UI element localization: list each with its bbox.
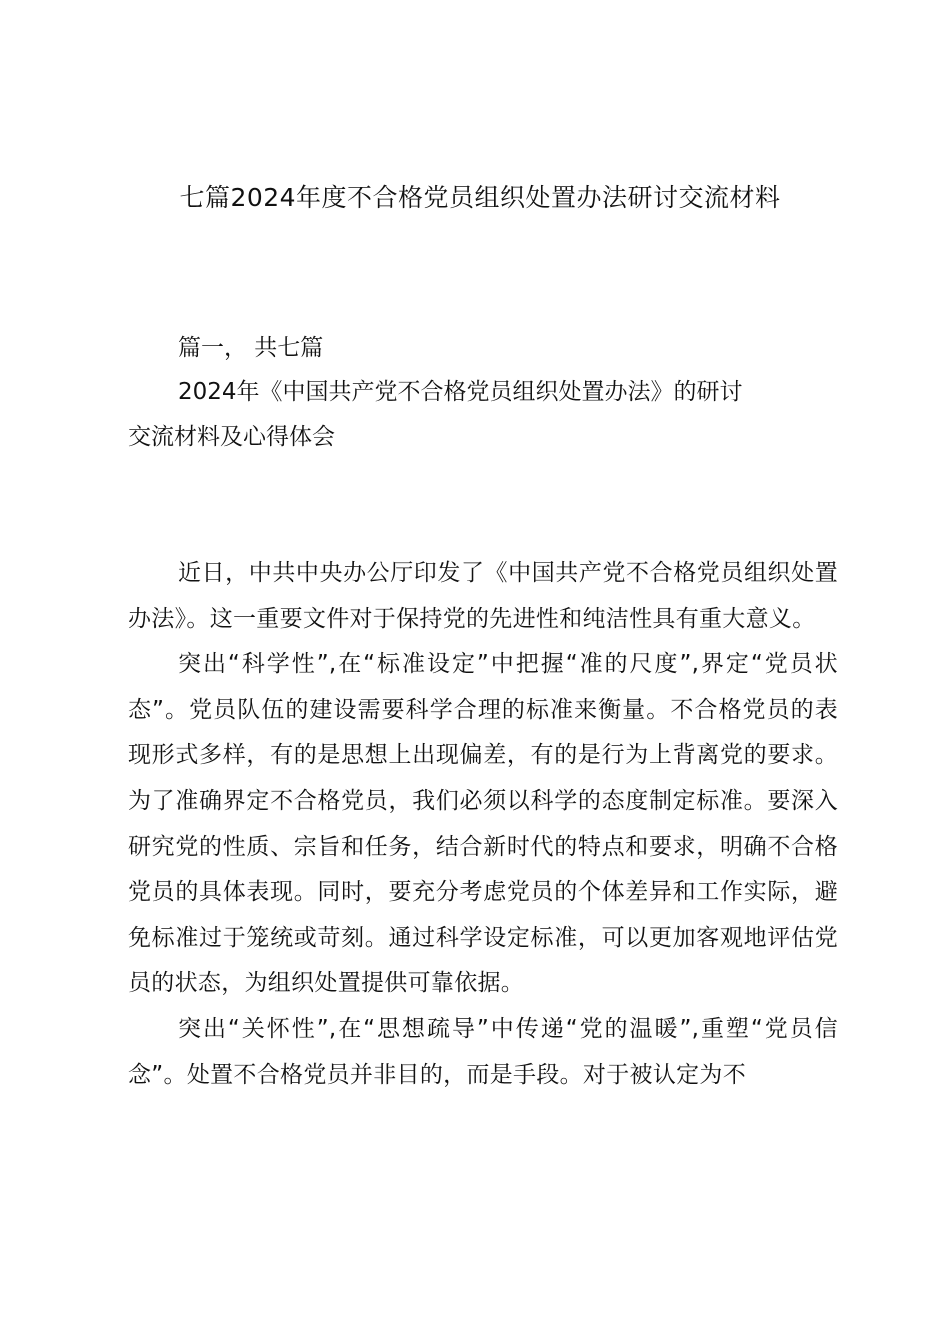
body-text xyxy=(128,551,838,1098)
document-title: 七篇2024年度不合格党员组织处置办法研讨交流材料 xyxy=(179,183,781,212)
paragraph-2: 突出“科学性”,在“标准设定”中把握“准的尺度”,界定“党员状态”。党员队伍的建设需要科学合理的标准来衡量。不合格党员的表现形式多样，有的是思想上出现偏差，有的是行为上背离党的要求。为了准确界定不合格党员，我们必须以科学的态度制定标准。要深入研究党的性质、宗旨和任务，结合新时代的特点和要求，明确不合格党员的具体表现。同时，要充分考虑党员的个体差异和工作实际，避免标准过于笼统或苛刻。通过科学设定标准，可以更加客观地评估党员的状态，为组织处置提供可靠依据。 xyxy=(128,651,838,997)
section-label: 篇一， 共七篇 xyxy=(178,335,324,361)
subtitle-line-2: 交流材料及心得体会 xyxy=(128,424,335,450)
paragraph-3: 突出“关怀性”,在“思想疏导”中传递“党的温暖”,重塑“党员信念”。处置不合格党员并非目的，而是手段。对于被认定为不 xyxy=(128,1015,838,1088)
subtitle-line-1: 2024年《中国共产党不合格党员组织处置办法》的研讨 xyxy=(178,379,743,405)
paragraph-1: 近日，中共中央办公厅印发了《中国共产党不合格党员组织处置办法》。这一重要文件对于保持党的先进性和纯洁性具有重大意义。 xyxy=(128,560,838,632)
